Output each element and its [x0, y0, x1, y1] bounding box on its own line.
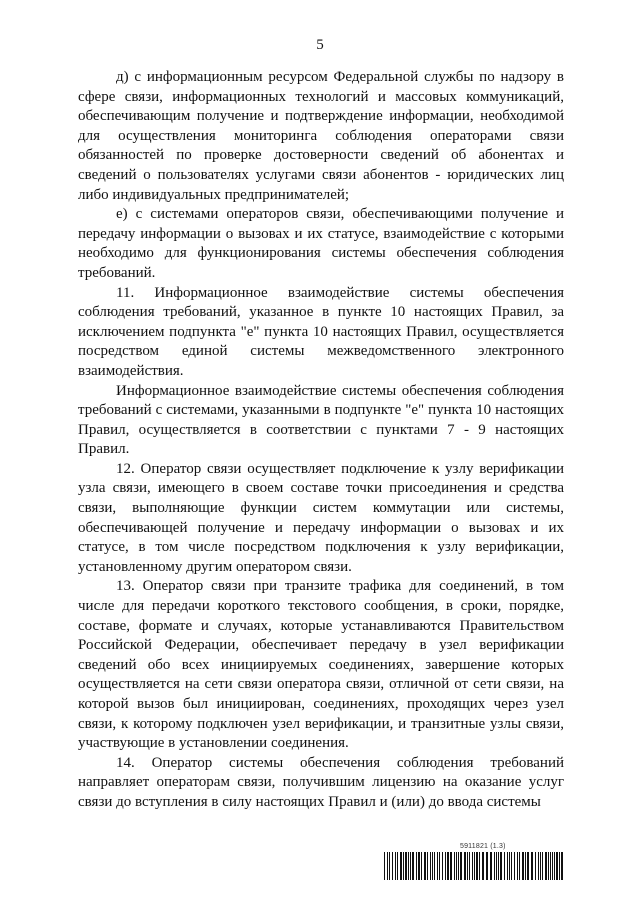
barcode-icon — [384, 852, 564, 880]
paragraph-item-e: е) с системами операторов связи, обеспечивающими получение и передачу информации о вызовах и их статусе, взаимодействие с которыми необходимо для функционирования системы обеспечения соблюдения требований. — [78, 206, 564, 281]
paragraph-clause-14: 14. Оператор системы обеспечения соблюдения требований направляет операторам связи, получившим лицензию на оказание услуг связи до вступления в силу настоящих Правил и (или) до ввода системы — [78, 754, 564, 810]
paragraph-clause-12: 12. Оператор связи осуществляет подключение к узлу верификации узла связи, имеющего в своем составе точки присоединения и средства связи, выполняющие функции систем коммутации или системы, обеспечивающей получение и передачу информации о вызовах и их статусе, в том числе посредством подключения к узлу верификации, установленному другим оператором связи. — [78, 460, 564, 575]
page-number: 5 — [316, 37, 324, 53]
document-body — [78, 68, 564, 813]
paragraph-clause-13: 13. Оператор связи при транзите трафика для соединений, в том числе для передачи короткого текстового сообщения, в сроки, порядке, составе, формате и случаях, которые устанавливаются Правительством Российской Федерации, обеспечивает передачу в узел верификации сведений обо всех инициируемых соединениях, завершение которых осуществляется на сети связи оператора связи, отличной от сети связи, на которой вызов был инициирован, соединениях, проходящих через узел связи, к которому подключен узел верификации, и транзитные узлы связи, участвующие в установлении соединения. — [78, 578, 564, 752]
document-code: 5911821 (1.3) — [460, 843, 506, 850]
paragraph-clause-11-continued: Информационное взаимодействие системы обеспечения соблюдения требований с системами, указанными в подпункте "е" пункта 10 настоящих Правил, осуществляется в соответствии с пунктами 7 - 9 настоящих Правил. — [78, 382, 564, 458]
paragraph-clause-11: 11. Информационное взаимодействие системы обеспечения соблюдения требований, указанное в пункте 10 настоящих Правил, за исключением подпункта "е" пункта 10 настоящих Правил, осуществляется посредством единой системы межведомственного электронного взаимодействия. — [78, 284, 564, 379]
paragraph-item-d: д) с информационным ресурсом Федеральной службы по надзору в сфере связи, информационных технологий и массовых коммуникаций, обеспечивающим получение и подтверждение информации, необходимой для осуществления мониторинга соблюдения операторами связи обязанностей по проверке достоверности сведений об абонентах и сведений о пользователях услугами связи абонентов - юридических лиц либо индивидуальных предпринимателей; — [78, 69, 564, 203]
